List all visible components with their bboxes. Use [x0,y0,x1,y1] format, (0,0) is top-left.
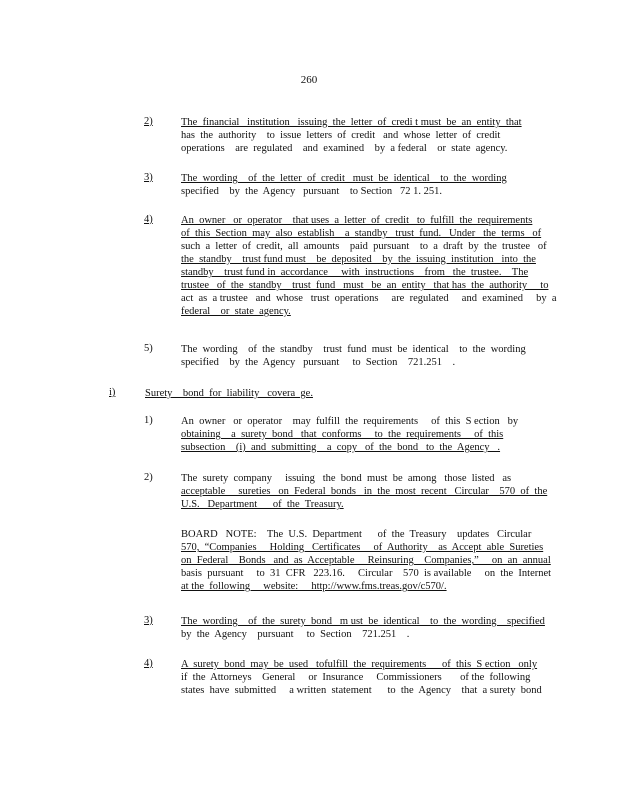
note-text-line: BOARD NOTE: The U.S. Department of the Treasury updates Circular [181,529,532,540]
section-number: i) [109,387,116,398]
item-text-line: by the Agency pursuant to Section 721.251 . [181,629,410,640]
item-text-line: operations are regulated and examined by a federal or state agency. [181,143,508,154]
item-text-line: act as a trustee and whose trust operations are regulated and examined by a [181,293,557,304]
item-text-line: acceptable sureties on Federal bonds in the most recent Circular 570 of the [181,486,548,497]
item-text-line: A surety bond may be used tofulfill the requirements of this S ection only [181,659,538,670]
item-text-line: such a letter of credit, all amounts paid pursuant to a draft by the trustee of [181,241,547,252]
item-number: 3) [144,172,153,183]
item-number: 5) [144,343,153,354]
note-text-line: at the following website: http://www.fms.treas.gov/c570/. [181,581,447,592]
item-number: 2) [144,116,153,127]
section-title: Surety bond for liability covera ge. [145,388,313,399]
item-text-line: U.S. Department of the Treasury. [181,499,344,510]
item-text-line: federal or state agency. [181,306,291,317]
item-number: 2) [144,472,153,483]
item-number: 3) [144,615,153,626]
item-text-line: The wording of the letter of credit must be identical to the wording [181,173,507,184]
item-text-line: specified by the Agency pursuant to Section 72 1. 251. [181,186,442,197]
item-number: 4) [144,214,153,225]
item-text-line: obtaining a surety bond that conforms to the requirements of this [181,429,504,440]
item-text-line: An owner or operator may fulfill the requirements of this S ection by [181,416,519,427]
item-text-line: trustee of the standby trust fund must be an entity that has the authority to [181,280,549,291]
item-text-line: if the Attorneys General or Insurance Commissioners of the following [181,672,531,683]
item-text-line: specified by the Agency pursuant to Section 721.251 . [181,357,456,368]
item-text-line: states have submitted a written statement to the Agency that a surety bond [181,685,542,696]
item-text-line: The financial institution issuing the letter of credi t must be an entity that [181,117,522,128]
item-text-line: The wording of the standby trust fund must be identical to the wording [181,344,526,355]
note-text-line: on Federal Bonds and as Acceptable Reinsuring Companies,” on an annual [181,555,551,566]
item-number: 1) [144,415,153,426]
item-text-line: has the authority to issue letters of credit and whose letter of credit [181,130,501,141]
item-number: 4) [144,658,153,669]
item-text-line: The surety company issuing the bond must be among those listed as [181,473,512,484]
item-text-line: of this Section may also establish a standby trust fund. Under the terms of [181,228,542,239]
item-text-line: An owner or operator that uses a letter of credit to fulfill the requirements [181,215,533,226]
item-text-line: The wording of the surety bond m ust be identical to the wording specified [181,616,545,627]
note-text-line: 570, “Companies Holding Certificates of Authority as Accept able Sureties [181,542,544,553]
page-number: 260 [300,74,318,86]
note-text-line: basis pursuant to 31 CFR 223.16. Circular 570 is available on the Internet [181,568,552,579]
item-text-line: subsection (i) and submitting a copy of the bond to the Agency . [181,442,501,453]
item-text-line: standby trust fund in accordance with instructions from the trustee. The [181,267,529,278]
item-text-line: the standby trust fund must be deposited by the issuing institution into the [181,254,536,265]
